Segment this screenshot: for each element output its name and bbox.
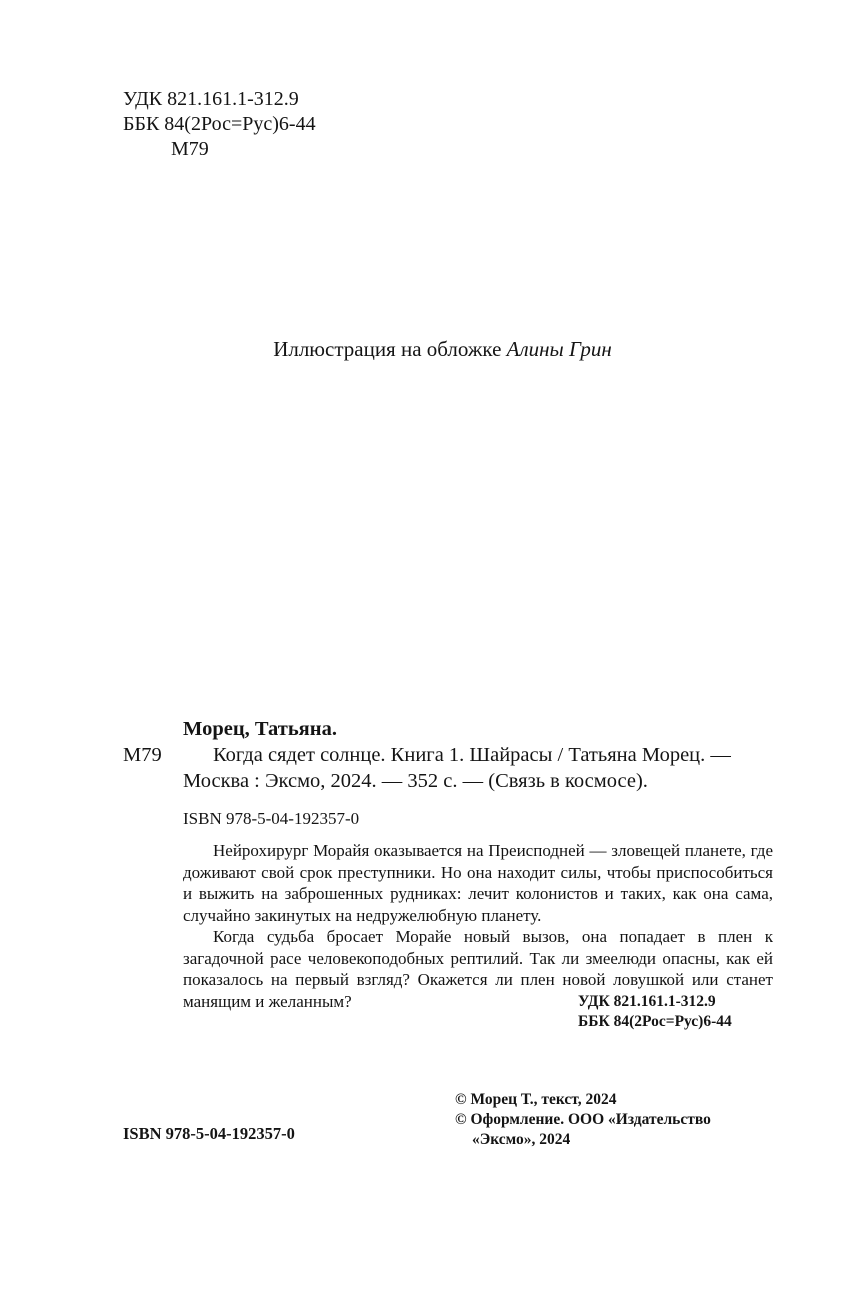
card-bbk-code: ББК 84(2Рос=Рус)6-44 (578, 1013, 732, 1030)
illustration-credit (0, 337, 845, 362)
card-bib-line-2: Москва : Эксмо, 2024. — 352 с. — (Связь в космосе). (183, 770, 648, 792)
classification-codes (123, 87, 316, 162)
card-classification-codes (578, 992, 732, 1032)
copyright-line-2: © Оформление. ООО «Издательство (455, 1111, 711, 1128)
catalog-card (123, 716, 773, 1012)
copyright-block (455, 1090, 711, 1150)
illustration-artist: Алины Грин (506, 337, 612, 361)
annotation-paragraph-1: Нейрохирург Морайя оказывается на Преисподней — зловещей планете, где доживают свой срок преступники. Но она находит силы, чтобы приспособиться и выжить на заброшенных рудниках: лечит колонистов и таких, как она сама, случайно закинутых на недружелюбную планету. (183, 841, 773, 925)
copyright-line-3: «Эксмо», 2024 (472, 1131, 571, 1148)
card-author: Морец, Татьяна. (183, 718, 337, 740)
card-udk-code: УДК 821.161.1-312.9 (578, 993, 716, 1010)
card-annotation (123, 840, 773, 1012)
annotation-paragraph-2: Когда судьба бросает Морайе новый вызов, она попадает в плен к загадочной расе человекоподобных рептилий. Так ли змеелюди опасны, как ей показалось на первый взгляд? Окажется ли плен новой ловушкой или станет манящим и желанным? (183, 927, 773, 1011)
card-bib-line-1: Когда сядет солнце. Книга 1. Шайрасы / Татьяна Морец. — (213, 744, 731, 766)
card-bib-row (123, 742, 773, 768)
isbn-bottom: ISBN 978-5-04-192357-0 (123, 1124, 295, 1143)
card-isbn: ISBN 978-5-04-192357-0 (183, 809, 360, 828)
author-mark: М79 (171, 138, 209, 160)
udk-code: УДК 821.161.1-312.9 (123, 88, 299, 110)
copyright-line-1: © Морец Т., текст, 2024 (455, 1091, 617, 1108)
bbk-code: ББК 84(2Рос=Рус)6-44 (123, 113, 316, 135)
card-author-mark: М79 (123, 744, 162, 766)
illustration-credit-text: Иллюстрация на обложке (273, 337, 502, 361)
